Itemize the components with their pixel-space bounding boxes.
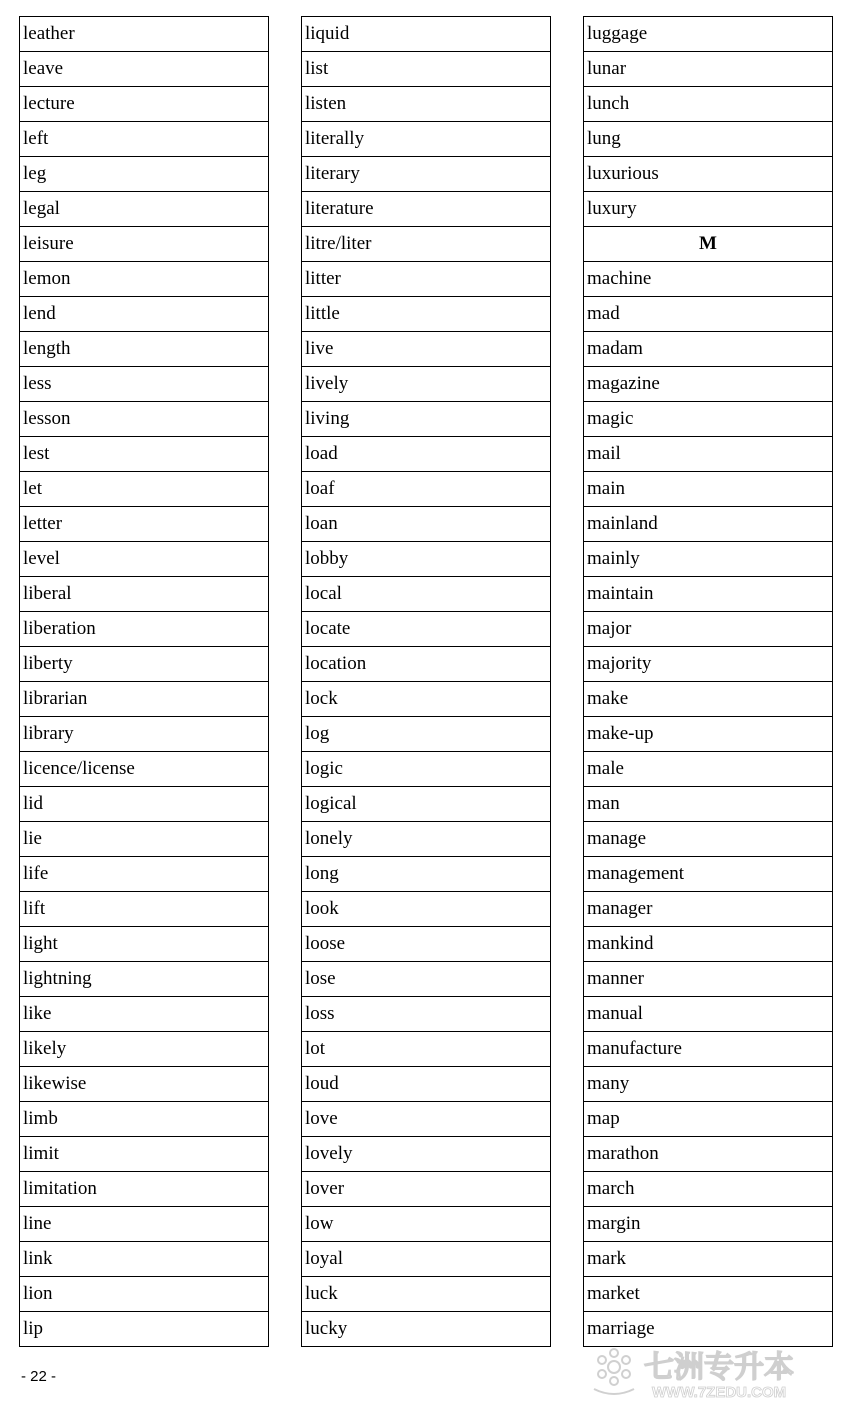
word-column-2 <box>301 16 551 1347</box>
word-cell: litter <box>302 262 551 297</box>
word-cell: magazine <box>584 367 833 402</box>
table-row <box>584 1312 833 1347</box>
word-cell: leisure <box>20 227 269 262</box>
table-row <box>20 262 269 297</box>
word-cell: manner <box>584 962 833 997</box>
table-row <box>302 1067 551 1102</box>
word-cell: leave <box>20 52 269 87</box>
word-cell: lot <box>302 1032 551 1067</box>
word-cell: link <box>20 1242 269 1277</box>
table-row <box>302 787 551 822</box>
table-row <box>302 717 551 752</box>
word-cell: luxurious <box>584 157 833 192</box>
word-cell: lecture <box>20 87 269 122</box>
table-row <box>20 472 269 507</box>
word-cell: manager <box>584 892 833 927</box>
table-row <box>584 1242 833 1277</box>
table-row <box>584 52 833 87</box>
table-row <box>584 297 833 332</box>
word-cell: literature <box>302 192 551 227</box>
word-cell: liberation <box>20 612 269 647</box>
word-cell: lid <box>20 787 269 822</box>
word-cell: marriage <box>584 1312 833 1347</box>
table-row <box>20 17 269 52</box>
watermark-url: WWW.7ZEDU.COM <box>652 1384 787 1401</box>
table-row <box>302 262 551 297</box>
word-column-3 <box>583 16 833 1347</box>
word-cell: loan <box>302 507 551 542</box>
table-row <box>20 682 269 717</box>
table-row <box>20 297 269 332</box>
table-row <box>302 332 551 367</box>
table-row <box>584 1172 833 1207</box>
table-row <box>20 927 269 962</box>
word-cell: light <box>20 927 269 962</box>
table-row <box>302 192 551 227</box>
table-row <box>584 472 833 507</box>
word-cell: limit <box>20 1137 269 1172</box>
word-cell: lesson <box>20 402 269 437</box>
page-number: - 22 - <box>21 1368 57 1385</box>
table-row <box>20 717 269 752</box>
word-cell: load <box>302 437 551 472</box>
word-cell: lonely <box>302 822 551 857</box>
watermark-text: 七洲专升本 <box>644 1350 794 1385</box>
word-cell: licence/license <box>20 752 269 787</box>
word-cell: lobby <box>302 542 551 577</box>
word-cell: lovely <box>302 1137 551 1172</box>
word-cell: look <box>302 892 551 927</box>
word-cell: mark <box>584 1242 833 1277</box>
word-cell: log <box>302 717 551 752</box>
table-row <box>302 437 551 472</box>
table-row <box>584 1067 833 1102</box>
table-row <box>20 577 269 612</box>
table-row <box>584 262 833 297</box>
word-cell: mainly <box>584 542 833 577</box>
table-row <box>302 1242 551 1277</box>
table-row <box>302 752 551 787</box>
table-row <box>20 787 269 822</box>
word-cell: litre/liter <box>302 227 551 262</box>
table-row <box>20 157 269 192</box>
table-row <box>302 157 551 192</box>
word-cell: leg <box>20 157 269 192</box>
table-row <box>584 157 833 192</box>
table-row <box>302 297 551 332</box>
table-row <box>20 87 269 122</box>
table-row <box>20 332 269 367</box>
word-cell: mail <box>584 437 833 472</box>
word-cell: marathon <box>584 1137 833 1172</box>
word-cell: lift <box>20 892 269 927</box>
word-cell: loud <box>302 1067 551 1102</box>
word-cell: lion <box>20 1277 269 1312</box>
word-cell: main <box>584 472 833 507</box>
word-cell: long <box>302 857 551 892</box>
word-table-2 <box>301 16 551 1347</box>
word-cell: loose <box>302 927 551 962</box>
word-cell: majority <box>584 647 833 682</box>
word-column-1 <box>19 16 269 1347</box>
watermark-logo <box>592 1343 844 1401</box>
word-cell: lie <box>20 822 269 857</box>
table-row <box>20 962 269 997</box>
word-cell: live <box>302 332 551 367</box>
word-cell: loyal <box>302 1242 551 1277</box>
word-cell: magic <box>584 402 833 437</box>
word-cell: literary <box>302 157 551 192</box>
word-cell: left <box>20 122 269 157</box>
word-cell: lest <box>20 437 269 472</box>
table-row <box>584 787 833 822</box>
table-row <box>302 822 551 857</box>
word-cell: lose <box>302 962 551 997</box>
table-row <box>584 507 833 542</box>
table-row <box>20 227 269 262</box>
word-cell: lunar <box>584 52 833 87</box>
table-row <box>302 612 551 647</box>
table-row <box>20 1172 269 1207</box>
word-cell: mankind <box>584 927 833 962</box>
table-row <box>20 192 269 227</box>
word-cell: library <box>20 717 269 752</box>
word-cell: listen <box>302 87 551 122</box>
word-cell: many <box>584 1067 833 1102</box>
table-row <box>20 1137 269 1172</box>
table-row <box>302 577 551 612</box>
table-row <box>20 122 269 157</box>
table-row <box>20 1207 269 1242</box>
table-row <box>20 752 269 787</box>
table-row <box>584 612 833 647</box>
table-row <box>302 1102 551 1137</box>
table-row <box>302 682 551 717</box>
table-row <box>302 52 551 87</box>
word-cell: margin <box>584 1207 833 1242</box>
table-row <box>302 997 551 1032</box>
word-cell: madam <box>584 332 833 367</box>
table-row <box>20 1242 269 1277</box>
table-row <box>584 437 833 472</box>
table-row <box>302 962 551 997</box>
table-row <box>584 542 833 577</box>
word-cell: luggage <box>584 17 833 52</box>
table-row <box>584 87 833 122</box>
word-cell: liquid <box>302 17 551 52</box>
word-cell: level <box>20 542 269 577</box>
word-table-1 <box>19 16 269 1347</box>
word-cell: market <box>584 1277 833 1312</box>
word-cell: length <box>20 332 269 367</box>
word-cell: make-up <box>584 717 833 752</box>
table-row <box>302 17 551 52</box>
table-row <box>302 472 551 507</box>
table-row <box>302 892 551 927</box>
word-cell: lip <box>20 1312 269 1347</box>
word-cell: likewise <box>20 1067 269 1102</box>
table-row <box>584 577 833 612</box>
table-row <box>302 1032 551 1067</box>
table-row <box>584 17 833 52</box>
table-row <box>20 542 269 577</box>
table-row <box>584 1102 833 1137</box>
word-cell: little <box>302 297 551 332</box>
word-cell: luxury <box>584 192 833 227</box>
table-row <box>20 997 269 1032</box>
word-cell: luck <box>302 1277 551 1312</box>
word-cell: likely <box>20 1032 269 1067</box>
word-cell: loss <box>302 997 551 1032</box>
table-row <box>584 122 833 157</box>
word-cell: machine <box>584 262 833 297</box>
word-cell: logic <box>302 752 551 787</box>
word-cell: manual <box>584 997 833 1032</box>
word-cell: like <box>20 997 269 1032</box>
table-row <box>302 367 551 402</box>
word-cell: list <box>302 52 551 87</box>
word-cell: location <box>302 647 551 682</box>
word-cell: lend <box>20 297 269 332</box>
word-cell: line <box>20 1207 269 1242</box>
table-row <box>584 192 833 227</box>
table-row <box>302 1172 551 1207</box>
table-row <box>584 822 833 857</box>
table-row <box>302 402 551 437</box>
table-row <box>584 857 833 892</box>
word-cell: manufacture <box>584 1032 833 1067</box>
word-cell: manage <box>584 822 833 857</box>
word-cell: leather <box>20 17 269 52</box>
table-row <box>302 542 551 577</box>
table-row <box>302 507 551 542</box>
word-cell: lover <box>302 1172 551 1207</box>
word-cell: local <box>302 577 551 612</box>
word-cell: liberal <box>20 577 269 612</box>
table-row <box>20 892 269 927</box>
word-cell: letter <box>20 507 269 542</box>
word-table-3 <box>583 16 833 1347</box>
table-row <box>584 1207 833 1242</box>
table-row <box>584 227 833 262</box>
table-row <box>20 857 269 892</box>
table-row <box>20 1102 269 1137</box>
table-row <box>20 367 269 402</box>
word-cell: man <box>584 787 833 822</box>
table-row <box>584 1137 833 1172</box>
word-cell: mad <box>584 297 833 332</box>
table-row <box>20 647 269 682</box>
word-cell: lively <box>302 367 551 402</box>
word-cell: less <box>20 367 269 402</box>
table-row <box>20 1277 269 1312</box>
table-row <box>584 367 833 402</box>
table-row <box>20 1067 269 1102</box>
word-cell: limitation <box>20 1172 269 1207</box>
word-cell: lunch <box>584 87 833 122</box>
table-row <box>302 1207 551 1242</box>
word-cell: maintain <box>584 577 833 612</box>
word-cell: lock <box>302 682 551 717</box>
word-cell: legal <box>20 192 269 227</box>
word-cell: lemon <box>20 262 269 297</box>
table-row <box>584 682 833 717</box>
table-row <box>584 1277 833 1312</box>
section-heading: M <box>584 227 833 262</box>
word-cell: map <box>584 1102 833 1137</box>
word-cell: librarian <box>20 682 269 717</box>
table-row <box>302 87 551 122</box>
word-cell: management <box>584 857 833 892</box>
word-cell: locate <box>302 612 551 647</box>
word-cell: mainland <box>584 507 833 542</box>
word-cell: male <box>584 752 833 787</box>
word-cell: lucky <box>302 1312 551 1347</box>
table-row <box>20 437 269 472</box>
table-row <box>20 507 269 542</box>
table-row <box>20 822 269 857</box>
table-row <box>302 927 551 962</box>
table-row <box>302 1137 551 1172</box>
word-cell: march <box>584 1172 833 1207</box>
table-row <box>584 717 833 752</box>
word-cell: let <box>20 472 269 507</box>
table-row <box>302 1312 551 1347</box>
table-row <box>20 402 269 437</box>
table-row <box>584 1032 833 1067</box>
word-cell: loaf <box>302 472 551 507</box>
flower-logo-icon <box>594 1349 634 1394</box>
table-row <box>584 962 833 997</box>
table-row <box>584 647 833 682</box>
word-cell: literally <box>302 122 551 157</box>
table-row <box>20 1312 269 1347</box>
table-row <box>302 857 551 892</box>
table-row <box>302 227 551 262</box>
word-cell: liberty <box>20 647 269 682</box>
word-cell: low <box>302 1207 551 1242</box>
table-row <box>302 122 551 157</box>
word-cell: lightning <box>20 962 269 997</box>
word-cell: make <box>584 682 833 717</box>
table-row <box>584 332 833 367</box>
word-cell: life <box>20 857 269 892</box>
word-cell: lung <box>584 122 833 157</box>
table-row <box>20 52 269 87</box>
table-row <box>302 1277 551 1312</box>
table-row <box>584 752 833 787</box>
table-row <box>20 612 269 647</box>
word-cell: logical <box>302 787 551 822</box>
word-cell: love <box>302 1102 551 1137</box>
table-row <box>20 1032 269 1067</box>
table-row <box>584 997 833 1032</box>
word-cell: major <box>584 612 833 647</box>
table-row <box>584 402 833 437</box>
word-cell: limb <box>20 1102 269 1137</box>
table-row <box>302 647 551 682</box>
word-cell: living <box>302 402 551 437</box>
table-row <box>584 892 833 927</box>
table-row <box>584 927 833 962</box>
